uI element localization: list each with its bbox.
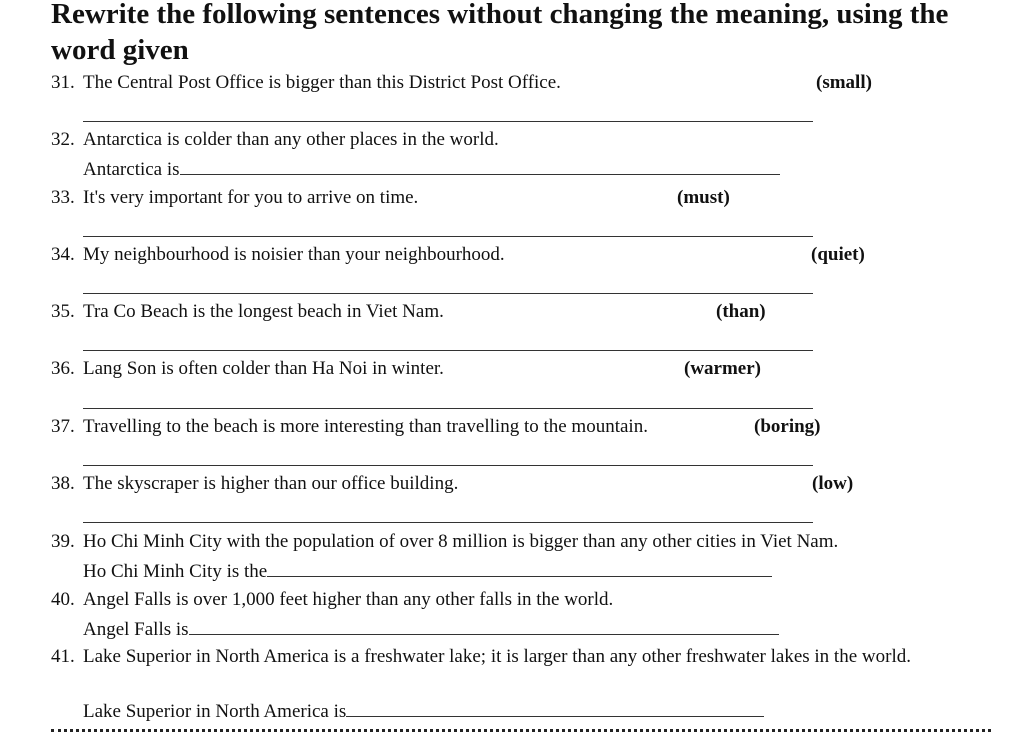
answer-line[interactable] [83, 522, 813, 523]
question-number: 34. [51, 244, 75, 265]
question-number: 32. [51, 129, 75, 150]
answer-line[interactable] [83, 121, 813, 122]
question-number: 40. [51, 589, 75, 610]
question-number: 39. [51, 531, 75, 552]
question-text: Angel Falls is over 1,000 feet higher than any other falls in the world. [83, 589, 614, 610]
prompt-text: Angel Falls is [83, 619, 189, 640]
keyword: (warmer) [684, 358, 762, 379]
prompt-text: Lake Superior in North America is [83, 701, 347, 722]
question-text: Travelling to the beach is more interesting than travelling to the mountain. [83, 416, 648, 437]
question-text: Tra Co Beach is the longest beach in Viet Nam. [83, 301, 444, 322]
answer-prompt [83, 699, 764, 724]
answer-prompt [83, 559, 772, 584]
question-text: The skyscraper is higher than our office building. [83, 473, 459, 494]
answer-blank[interactable] [346, 699, 764, 717]
answer-line[interactable] [83, 236, 813, 237]
page-title: Rewrite the following sentences without changing the meaning, using the word given [51, 0, 949, 66]
question-text: Antarctica is colder than any other places in the world. [83, 129, 499, 150]
answer-line[interactable] [83, 408, 813, 409]
answer-line[interactable] [83, 293, 813, 294]
prompt-text: Antarctica is [83, 159, 180, 180]
question-text: Lake Superior in North America is a freshwater lake; it is larger than any other freshwater lakes in the world. [83, 646, 911, 667]
question-number: 31. [51, 72, 75, 93]
question-text: It's very important for you to arrive on time. [83, 187, 419, 208]
question-text: Ho Chi Minh City with the population of over 8 million is bigger than any other cities in Viet Nam. [83, 531, 839, 552]
answer-prompt [83, 157, 780, 182]
answer-blank[interactable] [189, 617, 779, 635]
keyword: (small) [816, 72, 872, 93]
question-number: 35. [51, 301, 75, 322]
question-number: 41. [51, 646, 75, 667]
answer-prompt [83, 617, 779, 642]
question-number: 33. [51, 187, 75, 208]
keyword: (than) [716, 301, 766, 322]
keyword: (boring) [754, 416, 821, 437]
question-text: The Central Post Office is bigger than this District Post Office. [83, 72, 561, 93]
keyword: (quiet) [811, 244, 865, 265]
question-number: 38. [51, 473, 75, 494]
question-text: My neighbourhood is noisier than your neighbourhood. [83, 244, 505, 265]
prompt-text: Ho Chi Minh City is the [83, 561, 268, 582]
keyword: (must) [677, 187, 730, 208]
answer-blank[interactable] [267, 559, 772, 577]
question-text: Lang Son is often colder than Ha Noi in winter. [83, 358, 444, 379]
question-number: 37. [51, 416, 75, 437]
answer-line[interactable] [83, 465, 813, 466]
question-number: 36. [51, 358, 75, 379]
cut-off-next-heading [51, 723, 1011, 733]
answer-line[interactable] [83, 350, 813, 351]
keyword: (low) [812, 473, 854, 494]
answer-blank[interactable] [180, 157, 780, 175]
